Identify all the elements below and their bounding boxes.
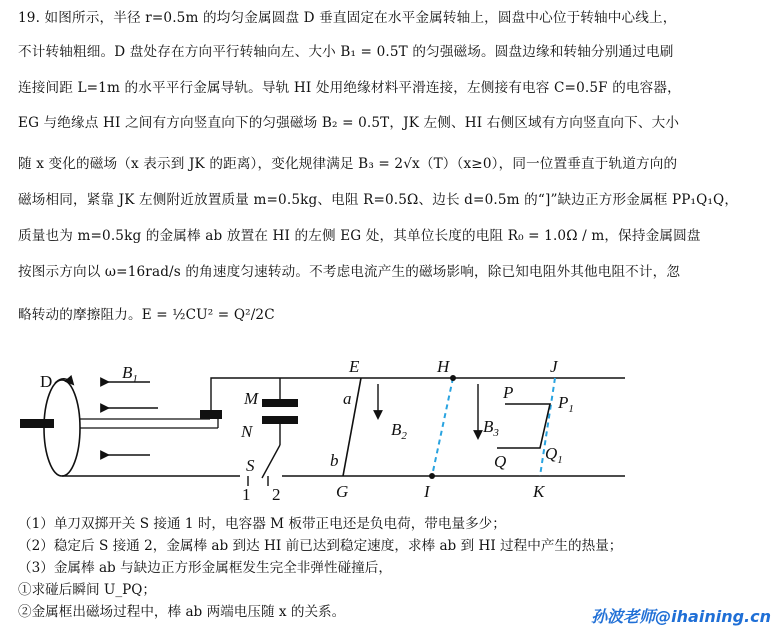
question-3-1: ①求碰后瞬间 U_PQ； xyxy=(18,582,157,598)
problem-line-7: 质量也为 m=0.5kg 的金属棒 ab 放置在 HI 的左侧 EG 处，其单位长度的电阻 R₀ = 1.0Ω / m，保持金属圆盘 xyxy=(18,228,701,244)
problem-line-6: 磁场相同，紧靠 JK 左侧附近放置质量 m=0.5kg、电阻 R=0.5Ω、边长 d=0.5m 的“]”缺边正方形金属框 PP₁Q₁Q， xyxy=(18,192,739,208)
circuit-figure xyxy=(0,352,779,512)
problem-line-4: EG 与绝缘点 HI 之间有方向竖直向下的匀强磁场 B₂ = 0.5T，JK 左侧、HI 右侧区域有方向竖直向下、大小 xyxy=(18,115,680,131)
question-1: （1）单刀双掷开关 S 接通 1 时，电容器 M 板带正电还是负电荷，带电量多少； xyxy=(18,516,506,532)
label-k: K xyxy=(533,482,545,501)
label-b: b xyxy=(330,451,339,470)
problem-line-1: 19. 如图所示，半径 r=0.5m 的均匀金属圆盘 D 垂直固定在水平金属转轴上，圆盘中心位于转轴中心线上， xyxy=(18,10,677,26)
label-p: P xyxy=(503,383,514,402)
label-a: a xyxy=(343,389,352,408)
label-q: Q xyxy=(494,452,507,471)
label-1: 1 xyxy=(242,485,251,504)
label-q1: $Q_1$ xyxy=(545,444,563,466)
question-3-2: ②金属框出磁场过程中，棒 ab 两端电压随 x 的关系。 xyxy=(18,604,346,620)
question-3: （3）金属棒 ab 与缺边正方形金属框发生完全非弹性碰撞后， xyxy=(18,560,392,576)
label-p1: $P_1$ xyxy=(558,393,574,415)
insulator-hi-line xyxy=(432,378,453,476)
label-j: J xyxy=(550,357,558,376)
problem-line-8: 按图示方向以 ω=16rad/s 的角速度匀速转动。不考虑电流产生的磁场影响，除已知电阻外其他电阻不计，忽 xyxy=(18,264,681,280)
label-b2: $B_2$ xyxy=(391,420,407,442)
square-frame xyxy=(497,404,550,448)
label-e: E xyxy=(349,357,360,376)
question-2: （2）稳定后 S 接通 2，金属棒 ab 到达 HI 前已达到稳定速度，求棒 ab 到 HI 过程中产生的热量； xyxy=(18,538,623,554)
label-2: 2 xyxy=(272,485,281,504)
problem-line-9: 略转动的摩擦阻力。E = ½CU² = Q²/2C xyxy=(18,307,275,323)
capacitor-plate-m xyxy=(262,399,298,407)
capacitor-plate-n xyxy=(262,416,298,424)
problem-line-2: 不计转轴粗细。D 盘处存在方向平行转轴向左、大小 B₁ = 0.5T 的匀强磁场。圆盘边缘和转轴分别通过电刷 xyxy=(18,44,674,60)
label-b1: $B_1$ xyxy=(122,363,138,385)
axle xyxy=(20,419,54,428)
label-s: S xyxy=(246,456,255,475)
switch-s xyxy=(262,445,280,478)
brush-block xyxy=(200,410,222,419)
problem-line-3: 连接间距 L=1m 的水平平行金属导轨。导轨 HI 处用绝缘材料平滑连接，左侧接有电容 C=0.5F 的电容器， xyxy=(18,80,681,96)
label-m: M xyxy=(244,389,259,408)
label-h: H xyxy=(437,357,450,376)
watermark: 孙波老师@ihaining.cn xyxy=(591,607,771,626)
label-d: D xyxy=(40,372,53,391)
label-b3: $B_3$ xyxy=(483,417,499,439)
problem-line-5: 随 x 变化的磁场（x 表示到 JK 的距离），变化规律满足 B₃ = 2√x（T）（x≥0），同一位置垂直于轨道方向的 xyxy=(18,156,678,172)
label-g: G xyxy=(336,482,349,501)
label-n: N xyxy=(241,422,253,441)
label-i: I xyxy=(424,482,430,501)
